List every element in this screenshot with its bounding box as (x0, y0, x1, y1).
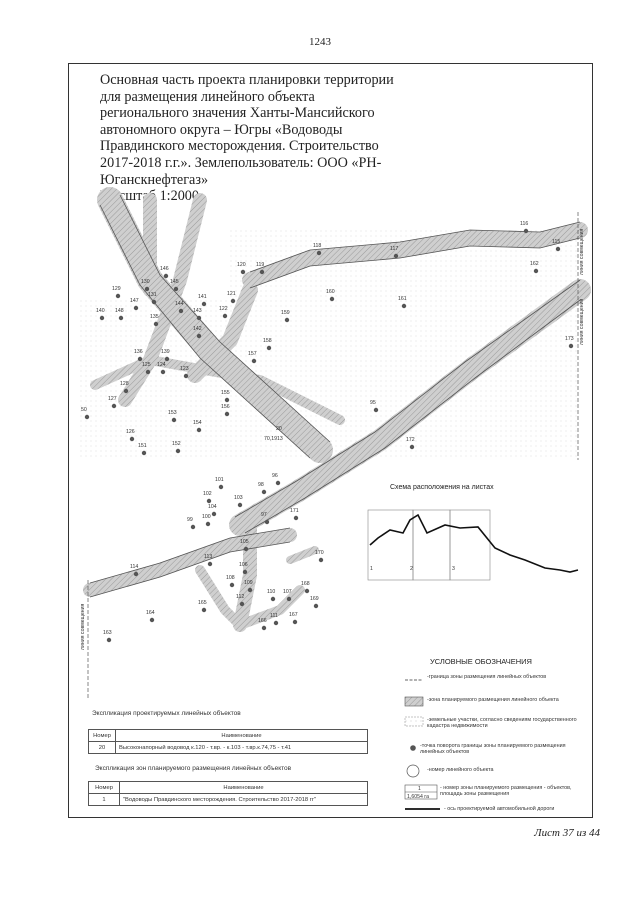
turn-point (202, 608, 206, 612)
point-label: 173 (565, 336, 574, 342)
legend-item: - ось проектируемой автомобильной дороги (444, 806, 555, 812)
sheet-number: 1 (370, 566, 373, 572)
turn-point (172, 418, 176, 422)
point-label: 163 (103, 630, 112, 636)
turn-point (317, 251, 321, 255)
point-label: 147 (130, 298, 139, 304)
point-label: 155 (221, 390, 230, 396)
point-label: 168 (301, 581, 310, 587)
point-label: 153 (168, 410, 177, 416)
turn-point (119, 316, 123, 320)
turn-point (138, 357, 142, 361)
turn-point (164, 274, 168, 278)
point-label: 143 (193, 308, 202, 314)
turn-point (410, 445, 414, 449)
turn-point (197, 316, 201, 320)
page-number: 1243 (309, 36, 331, 48)
turn-point (230, 583, 234, 587)
point-label: 126 (126, 429, 135, 435)
point-label: 160 (326, 289, 335, 295)
turn-point (569, 344, 573, 348)
table-header-row: Номер Наименование (89, 730, 368, 742)
turn-point (112, 404, 116, 408)
legend-item: -земельные участки, согласно сведениям государственного кадастра недвижимости (427, 717, 577, 730)
turn-point (556, 247, 560, 251)
turn-point (176, 449, 180, 453)
point-label: 101 (215, 477, 224, 483)
turn-point (85, 415, 89, 419)
point-label: 124 (157, 362, 166, 368)
object-number: 20 (276, 426, 282, 432)
turn-point (287, 597, 291, 601)
sheet-layout-schema (368, 510, 578, 580)
point-label: 121 (227, 291, 236, 297)
turn-point (124, 389, 128, 393)
turn-point (154, 322, 158, 326)
point-label: 145 (170, 279, 179, 285)
table-row: 20 Высоконапорный водовод к.120 - т.вр. - к.103 - т.вр.к.74,75 - т.41 (89, 742, 368, 754)
point-label: 119 (256, 262, 265, 268)
point-label: 161 (398, 296, 407, 302)
legend-item: -граница зоны размещения линейных объектов (427, 674, 547, 680)
turn-point (161, 370, 165, 374)
point-label: 135 (150, 314, 159, 320)
point-label: 111 (270, 613, 278, 619)
turn-point (134, 572, 138, 576)
point-label: 131 (148, 292, 157, 298)
turn-point (191, 525, 195, 529)
point-label: 122 (219, 306, 228, 312)
point-label: 96 (272, 473, 278, 479)
point-label: 102 (203, 491, 212, 497)
table2-caption: Экспликация зон планируемого размещения линейных объектов (95, 765, 292, 772)
turn-point (534, 269, 538, 273)
turn-point (262, 626, 266, 630)
point-label: 156 (221, 404, 230, 410)
point-label: 141 (198, 294, 207, 300)
turn-point (219, 485, 223, 489)
turn-point (285, 318, 289, 322)
point-label: 162 (530, 261, 539, 267)
table-row: 1 "Водоводы Правдинского месторождения. Строительство 2017-2018 гг" (89, 794, 368, 806)
turn-point (146, 370, 150, 374)
point-label: 117 (390, 246, 399, 252)
point-label: 99 (187, 517, 193, 523)
turn-point (150, 618, 154, 622)
turn-point (402, 304, 406, 308)
turn-point (394, 254, 398, 258)
point-label: 167 (289, 612, 298, 618)
point-label: 106 (239, 562, 248, 568)
turn-point (134, 306, 138, 310)
match-line-label: линия совмещения (579, 298, 585, 345)
point-label: 142 (193, 326, 202, 332)
turn-point (116, 294, 120, 298)
point-label: 130 (141, 279, 150, 285)
point-label: 169 (310, 596, 319, 602)
turn-point (206, 522, 210, 526)
point-label: 120 (237, 262, 246, 268)
point-label: 151 (138, 443, 147, 449)
point-label: 166 (258, 618, 267, 624)
turn-point (244, 547, 248, 551)
turn-point (374, 408, 378, 412)
turn-point (330, 297, 334, 301)
turn-point (274, 621, 278, 625)
sheet-indicator: Лист 37 из 44 (534, 827, 600, 839)
match-line-label: линия совмещения (80, 603, 86, 650)
point-label: 50 (81, 407, 87, 413)
point-label: 170 (315, 550, 324, 556)
turn-point (174, 287, 178, 291)
sheet-number: 2 (410, 566, 413, 572)
turn-point (238, 503, 242, 507)
point-label: 139 (161, 349, 170, 355)
turn-point (100, 316, 104, 320)
turn-point (208, 562, 212, 566)
turn-point (202, 302, 206, 306)
turn-point (248, 588, 252, 592)
point-label: 95 (370, 400, 376, 406)
legend-title: УСЛОВНЫЕ ОБОЗНАЧЕНИЯ (430, 657, 532, 666)
turn-point (184, 374, 188, 378)
turn-point (241, 270, 245, 274)
turn-point (305, 589, 309, 593)
turn-point (130, 437, 134, 441)
table1-caption: Экспликация проектируемых линейных объектов (92, 710, 241, 717)
point-label: 136 (134, 349, 143, 355)
linear-objects-table (88, 729, 368, 754)
point-label: 165 (198, 600, 207, 606)
turn-point (267, 346, 271, 350)
sheet-number: 3 (452, 566, 455, 572)
legend-item: -номер линейного объекта (427, 767, 494, 773)
point-label: 113 (204, 554, 213, 560)
point-label: 115 (552, 239, 561, 245)
point-label: 110 (267, 589, 276, 595)
point-label: 172 (406, 437, 415, 443)
turn-point (145, 287, 149, 291)
schema-title: Схема расположения на листах (390, 484, 494, 491)
turn-point (225, 398, 229, 402)
turn-point (524, 229, 528, 233)
point-label: 129 (112, 286, 121, 292)
point-label: 125 (142, 362, 151, 368)
match-line-label: линия совмещения (579, 228, 585, 275)
point-label: 107 (283, 589, 292, 595)
turn-point (197, 428, 201, 432)
point-label: 152 (172, 441, 181, 447)
turn-point (319, 558, 323, 562)
point-label: 164 (146, 610, 155, 616)
turn-point (225, 412, 229, 416)
turn-point (271, 597, 275, 601)
turn-point (260, 270, 264, 274)
turn-point (265, 520, 269, 524)
point-label: 114 (130, 564, 139, 570)
point-label: 127 (108, 396, 117, 402)
point-label: 148 (115, 308, 124, 314)
point-label: 154 (193, 420, 202, 426)
point-label: 116 (520, 221, 529, 227)
point-label: 158 (263, 338, 272, 344)
turn-point (294, 516, 298, 520)
legend-area-value: 1,6054 га (407, 794, 429, 800)
point-label: 105 (240, 539, 249, 545)
legend-item: -зона планируемого размещения линейного объекта (427, 697, 559, 703)
point-label: 104 (208, 504, 217, 510)
turn-point (107, 638, 111, 642)
turn-point (293, 620, 297, 624)
point-label: 112 (236, 594, 245, 600)
legend-item: -точка поворота границы зоны планируемого размещения линейных объектов (420, 743, 566, 756)
point-label: 108 (226, 575, 235, 581)
point-label: 157 (248, 351, 257, 357)
turn-point (314, 604, 318, 608)
turn-point (262, 490, 266, 494)
turn-point (197, 334, 201, 338)
turn-point (152, 300, 156, 304)
turn-point (252, 359, 256, 363)
drawing-title: Основная часть проекта планировки территории для размещения линейного объекта регионального значения Ханты-Мансийского автономного округа – Югры «Водоводы Правдинского месторождения. Строительство 2017-2018 г.г.». Землепользователь: ООО «РН- Юганскнефтегаз» Масштаб 1:2000 (100, 72, 394, 205)
point-label: 171 (290, 508, 299, 514)
turn-point (243, 570, 247, 574)
legend-item: - номер зоны планируемого размещения - объектов, площадь зоны размещения (440, 785, 572, 798)
turn-point (231, 299, 235, 303)
point-label: 109 (244, 580, 253, 586)
table-header-row: Номер Наименование (89, 782, 368, 794)
point-label: 123 (180, 366, 189, 372)
point-label: 118 (313, 243, 322, 249)
legend-area-number: 1 (418, 786, 421, 792)
turn-point (276, 481, 280, 485)
point-label: 140 (96, 308, 105, 314)
turn-point (223, 314, 227, 318)
point-label: 103 (234, 495, 243, 501)
object-area: 70,1913 (264, 436, 283, 442)
point-label: 128 (120, 381, 129, 387)
turn-point (212, 512, 216, 516)
point-label: 146 (160, 266, 169, 272)
turn-point (142, 451, 146, 455)
turn-point (240, 602, 244, 606)
turn-point (207, 499, 211, 503)
point-label: 159 (281, 310, 290, 316)
point-label: 97 (261, 512, 267, 518)
turn-point (165, 357, 169, 361)
point-label: 144 (175, 301, 184, 307)
turn-point (179, 309, 183, 313)
point-label: 100 (202, 514, 211, 520)
point-label: 98 (258, 482, 264, 488)
zones-table (88, 781, 368, 806)
